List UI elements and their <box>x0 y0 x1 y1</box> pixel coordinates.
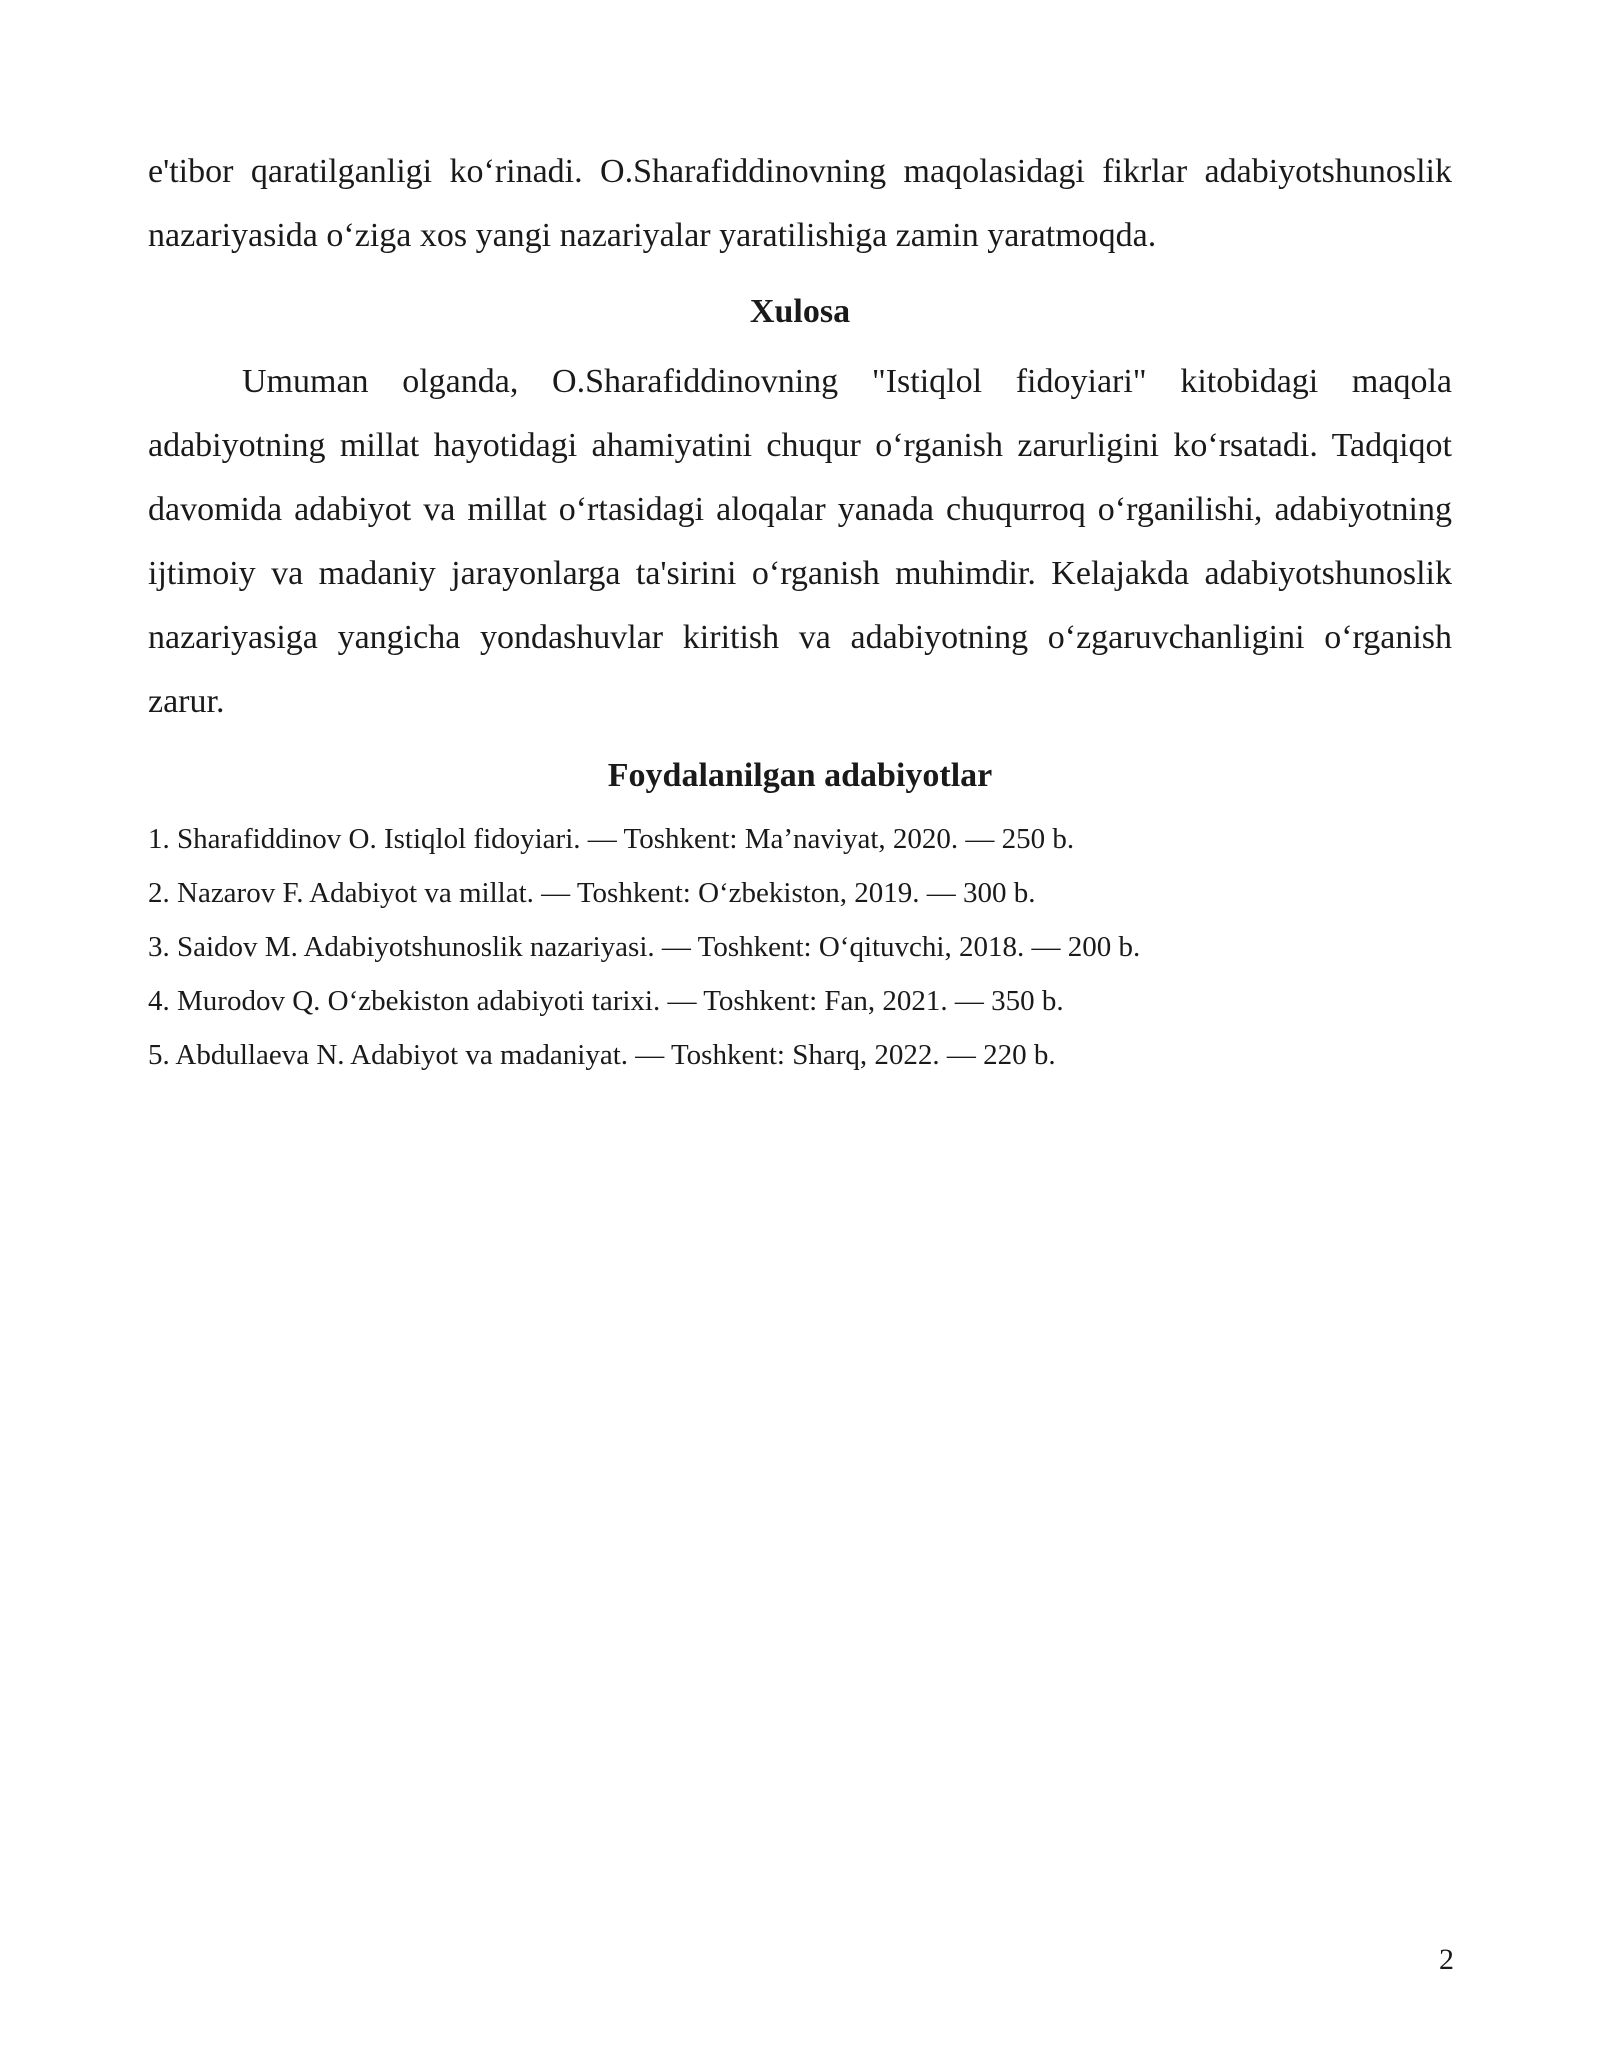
intro-paragraph: e'tibor qaratilganligi ko‘rinadi. O.Sharafiddinovning maqolasidagi fikrlar adabiyotshunoslik nazariyasida o‘ziga xos yangi nazariyalar yaratilishiga zamin yaratmoqda. <box>148 153 1452 254</box>
reference-item: 4. Murodov Q. O‘zbekiston adabiyoti tarixi. — Toshkent: Fan, 2021. — 350 b. <box>148 985 1064 1017</box>
conclusion-heading: Xulosa <box>749 293 851 330</box>
references-heading: Foydalanilgan adabiyotlar <box>607 757 993 794</box>
reference-item: 2. Nazarov F. Adabiyot va millat. — Toshkent: O‘zbekiston, 2019. — 300 b. <box>148 877 1036 909</box>
reference-item: 5. Abdullaeva N. Adabiyot va madaniyat. — Toshkent: Sharq, 2022. — 220 b. <box>148 1039 1056 1071</box>
reference-item: 1. Sharafiddinov O. Istiqlol fidoyiari. — Toshkent: Ma’naviyat, 2020. — 250 b. <box>148 823 1075 855</box>
references-list <box>148 812 1452 1082</box>
reference-item: 3. Saidov M. Adabiyotshunoslik nazariyasi. — Toshkent: O‘qituvchi, 2018. — 200 b. <box>148 931 1141 963</box>
page-number: 2 <box>1439 1943 1454 1976</box>
conclusion-paragraph: Umuman olganda, O.Sharafiddinovning "Istiqlol fidoyiari" kitobidagi maqola adabiyotning millat hayotidagi ahamiyatini chuqur o‘rganish zarurligini ko‘rsatadi. Tadqiqot davomida adabiyot va millat o‘rtasidagi aloqalar yanada chuqurroq o‘rganilishi, adabiyotning ijtimoiy va madaniy jarayonlarga ta'sirini o‘rganish muhimdir. Kelajakda adabiyotshunoslik nazariyasiga yangicha yondashuvlar kiritish va adabiyotning o‘zgaruvchanligini o‘rganish zarur. <box>148 363 1452 720</box>
page-content <box>148 140 1452 1082</box>
